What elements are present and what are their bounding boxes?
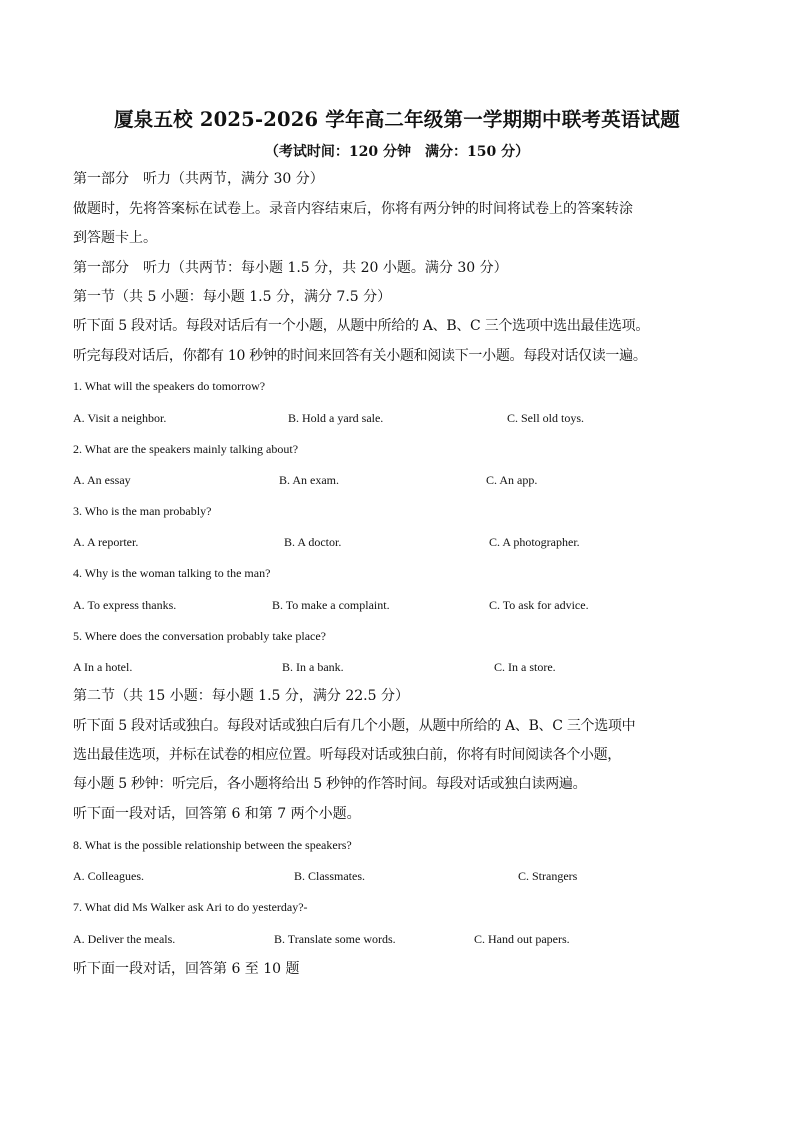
option-b: B. Hold a yard sale. [288, 411, 384, 425]
option-c: C. In a store. [494, 660, 556, 674]
option-c: C. To ask for advice. [489, 598, 589, 612]
option-b: B. An exam. [279, 473, 339, 487]
section1-instruction-line-1: 听下面 5 段对话。每段对话后有一个小题，从题中所给的 A、B、C 三个选项中选出最佳选项。 [73, 318, 650, 334]
option-a: A. Visit a neighbor. [73, 411, 167, 425]
option-c: C. Sell old toys. [507, 411, 585, 425]
option-a: A. A reporter. [73, 535, 139, 549]
section2-heading: 第二节（共 15 小题：每小题 1.5 分，满分 22.5 分） [73, 688, 409, 704]
question-stem: 5. Where does the conversation probably take place? [73, 629, 327, 643]
question-stem: 8. What is the possible relationship between the speakers? [73, 838, 352, 852]
option-a: A In a hotel. [73, 660, 133, 674]
section2-instruction-line-3: 每小题 5 秒钟：听完后，各小题将给出 5 秒钟的作答时间。每段对话或独白读两遍。 [73, 776, 587, 792]
option-a: A. Deliver the meals. [73, 932, 176, 946]
dialogue-intro: 听下面一段对话，回答第 6 至 10 题 [73, 961, 300, 977]
option-b: B. In a bank. [282, 660, 344, 674]
question-stem: 2. What are the speakers mainly talking about? [73, 442, 299, 456]
question-stem: 7. What did Ms Walker ask Ari to do yesterday?- [73, 900, 308, 914]
option-a: A. To express thanks. [73, 598, 177, 612]
section1-instruction-line-2: 听完每段对话后，你都有 10 秒钟的时间来回答有关小题和阅读下一小题。每段对话仅读一遍。 [73, 348, 647, 364]
page-title: 厦泉五校 2025-2026 学年高二年级第一学期期中联考英语试题 [114, 108, 680, 131]
option-c: C. Strangers [518, 869, 578, 883]
question-stem: 3. Who is the man probably? [73, 504, 212, 518]
option-c: C. Hand out papers. [474, 932, 570, 946]
option-b: B. To make a complaint. [272, 598, 390, 612]
question-stem: 4. Why is the woman talking to the man? [73, 566, 271, 580]
option-a: A. Colleagues. [73, 869, 144, 883]
intro-text-line-2: 到答题卡上。 [73, 230, 157, 246]
exam-info: （考试时间：120 分钟 满分：150 分） [264, 144, 530, 160]
option-b: B. Classmates. [294, 869, 365, 883]
option-b: B. A doctor. [284, 535, 342, 549]
section2-instruction-line-2: 选出最佳选项，并标在试卷的相应位置。听每段对话或独白前，你将有时间阅读各个小题， [73, 747, 621, 763]
section1-heading: 第一节（共 5 小题：每小题 1.5 分，满分 7.5 分） [73, 289, 392, 305]
dialogue-intro: 听下面一段对话，回答第 6 和第 7 两个小题。 [73, 806, 361, 822]
option-b: B. Translate some words. [274, 932, 396, 946]
part1-heading: 第一部分 听力（共两节，满分 30 分） [73, 171, 324, 187]
section2-instruction-line-1: 听下面 5 段对话或独白。每段对话或独白后有几个小题，从题中所给的 A、B、C 三个选项中 [73, 718, 636, 734]
option-a: A. An essay [73, 473, 131, 487]
part1-heading-repeat: 第一部分 听力（共两节：每小题 1.5 分，共 20 小题。满分 30 分） [73, 260, 508, 276]
option-c: C. A photographer. [489, 535, 580, 549]
intro-text-line-1: 做题时，先将答案标在试卷上。录音内容结束后，你将有两分钟的时间将试卷上的答案转涂 [73, 201, 633, 217]
question-stem: 1. What will the speakers do tomorrow? [73, 379, 266, 393]
option-c: C. An app. [486, 473, 538, 487]
